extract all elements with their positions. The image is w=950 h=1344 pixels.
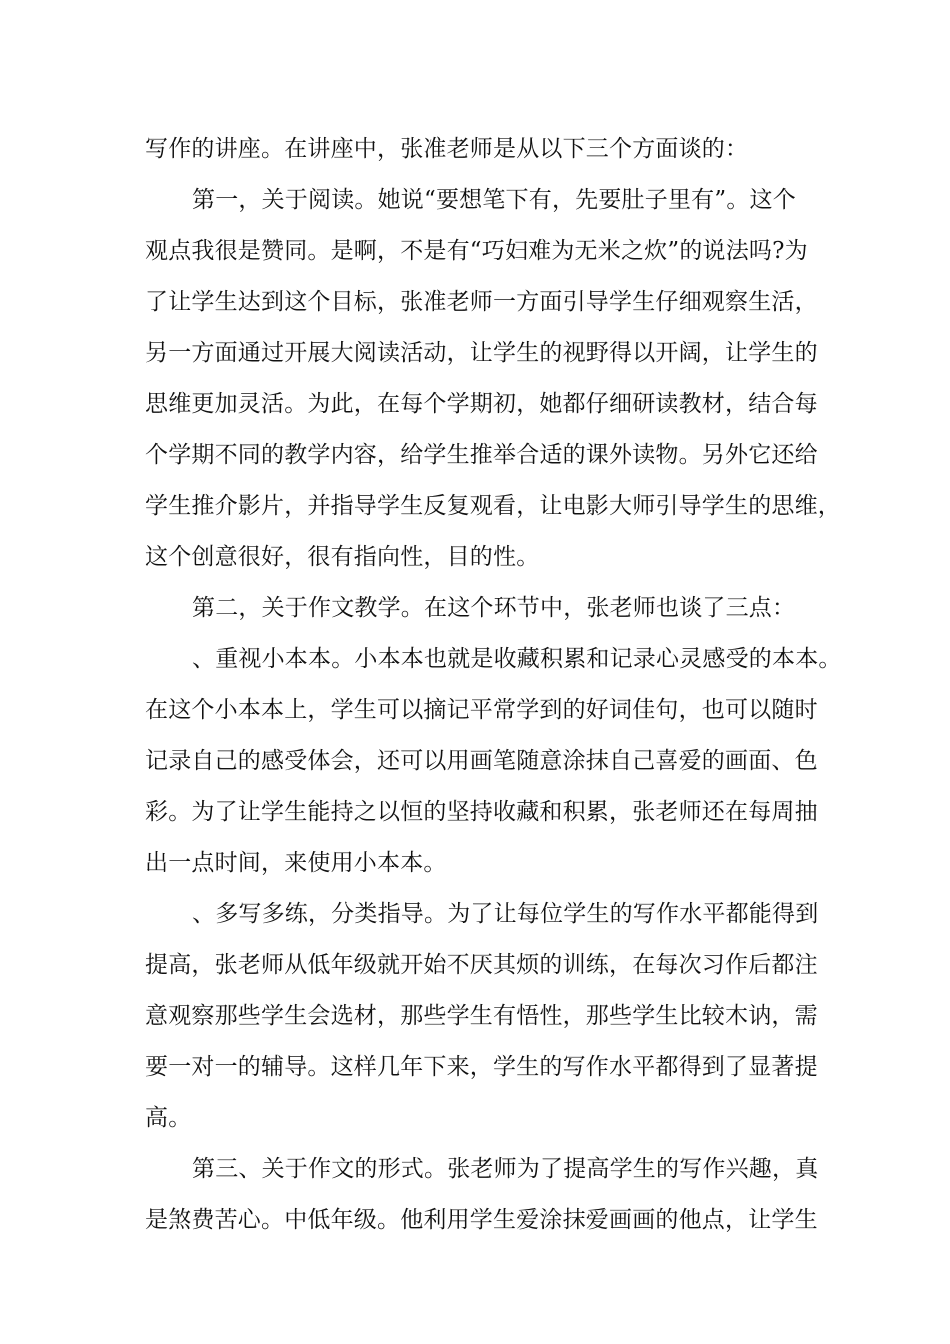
text-line: 、重视小本本。小本本也就是收藏积累和记录心灵感受的本本。: [192, 646, 842, 672]
text-line: 另一方面通过开展大阅读活动，让学生的视野得以开阔，让学生的: [145, 340, 818, 366]
text-line: 在这个小本本上，学生可以摘记平常学到的好词佳句，也可以随时: [145, 697, 818, 723]
text-line: 高。: [145, 1105, 192, 1131]
text-line: 思维更加灵活。为此，在每个学期初，她都仔细研读教材，结合每: [145, 391, 818, 417]
text-line: 要一对一的辅导。这样几年下来，学生的写作水平都得到了显著提: [145, 1054, 818, 1080]
text-line: 记录自己的感受体会，还可以用画笔随意涂抹自己喜爱的画面、色: [145, 748, 818, 774]
text-line: 是煞费苦心。中低年级。他利用学生爱涂抹爱画画的他点，让学生: [145, 1207, 818, 1233]
text-line: 第三、关于作文的形式。张老师为了提高学生的写作兴趣，真: [192, 1156, 819, 1182]
text-line: 个学期不同的教学内容，给学生推举合适的课外读物。另外它还给: [145, 442, 818, 468]
text-line: 写作的讲座。在讲座中，张准老师是从以下三个方面谈的：: [145, 136, 749, 162]
text-line: 意观察那些学生会选材，那些学生有悟性，那些学生比较木讷，需: [145, 1003, 818, 1029]
text-line: 提高，张老师从低年级就开始不厌其烦的训练，在每次习作后都注: [145, 952, 818, 978]
text-line: 学生推介影片，并指导学生反复观看，让电影大师引导学生的思维，: [145, 493, 841, 519]
text-line: 出一点时间，来使用小本本。: [145, 850, 447, 876]
text-line: 、多写多练，分类指导。为了让每位学生的写作水平都能得到: [192, 901, 819, 927]
text-line: 彩。为了让学生能持之以恒的坚持收藏和积累，张老师还在每周抽: [145, 799, 818, 825]
text-line: 这个创意很好，很有指向性，目的性。: [145, 544, 540, 570]
text-line: 第二，关于作文教学。在这个环节中，张老师也谈了三点：: [192, 595, 796, 621]
text-line: 观点我很是赞同。是啊，不是有“巧妇难为无米之炊”的说法吗?为: [145, 238, 808, 264]
text-line: 第一，关于阅读。她说“要想笔下有，先要肚子里有”。这个: [192, 187, 796, 213]
text-line: 了让学生达到这个目标，张准老师一方面引导学生仔细观察生活，: [145, 289, 818, 315]
